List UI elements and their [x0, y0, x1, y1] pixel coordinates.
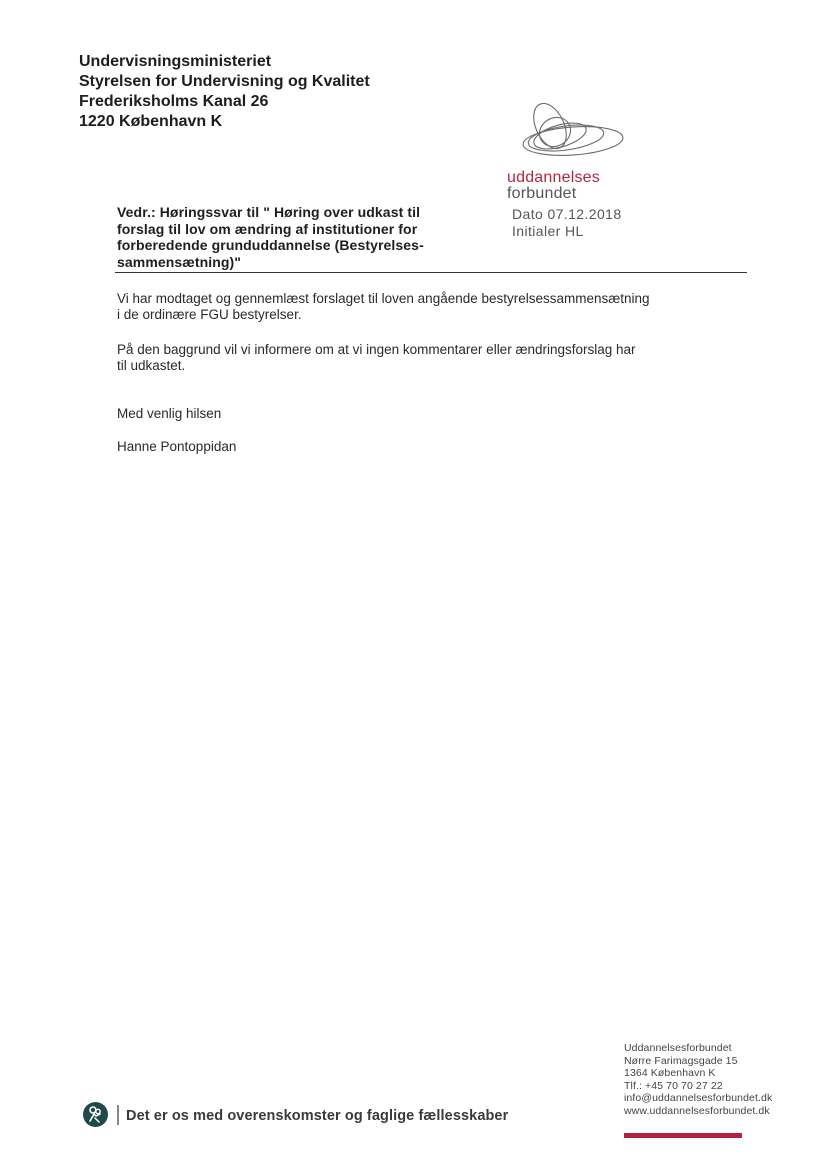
date-label: Dato 07.12.2018	[512, 206, 622, 222]
address-line: Nørre Farimagsgade 15	[624, 1054, 738, 1067]
footer-slogan: Det er os med overenskomster og faglige fællesskaber	[126, 1108, 509, 1124]
subject-heading	[117, 204, 487, 270]
subject-line: sammensætning)"	[117, 253, 242, 270]
address-line: 1364 København K	[624, 1067, 716, 1080]
document-meta	[512, 206, 622, 240]
paragraph-line: i de ordinære FGU bestyrelser.	[117, 307, 302, 322]
union-people-icon	[83, 1102, 108, 1127]
subject-line: forberedende grunduddannelse (Bestyrelses-	[117, 237, 424, 253]
address-line: Tlf.: +45 70 70 27 22	[624, 1079, 723, 1092]
recipient-line: Frederiksholms Kanal 26	[79, 93, 269, 110]
closing-line: Med venlig hilsen	[117, 406, 222, 421]
subject-line: Vedr.: Høringssvar til " Høring over udkast til	[117, 204, 421, 220]
organization-logo	[500, 98, 630, 202]
footer-separator	[117, 1105, 119, 1125]
footer-accent-bar	[624, 1133, 742, 1138]
recipient-line: Styrelsen for Undervisning og Kvalitet	[79, 73, 370, 90]
divider-rule	[115, 272, 747, 273]
subject-line: forslag til lov om ændring af institutioner for	[117, 220, 418, 237]
recipient-line: 1220 København K	[79, 113, 223, 130]
paragraph-line: til udkastet.	[117, 358, 186, 373]
address-line: info@uddannelsesforbundet.dk	[624, 1092, 773, 1105]
letter-body	[117, 291, 757, 455]
sender-address	[624, 1042, 772, 1118]
logo-text-line2: forbundet	[507, 185, 577, 202]
paragraph-line: På den baggrund vil vi informere om at vi ingen kommentarer eller ændringsforslag har	[117, 342, 636, 357]
address-line: www.uddannelsesforbundet.dk	[624, 1104, 770, 1117]
recipient-address	[79, 52, 370, 132]
logo-text-line1: uddannelses	[507, 169, 600, 186]
address-line: Uddannelsesforbundet	[624, 1042, 732, 1054]
recipient-line: Undervisningsministeriet	[79, 53, 272, 70]
paragraph-line: Vi har modtaget og gennemlæst forslaget til loven angående bestyrelsessammensætning	[117, 291, 650, 306]
signature-name: Hanne Pontoppidan	[117, 439, 237, 454]
initials-label: Initialer HL	[512, 223, 584, 239]
ellipses-logo-icon	[518, 98, 628, 168]
